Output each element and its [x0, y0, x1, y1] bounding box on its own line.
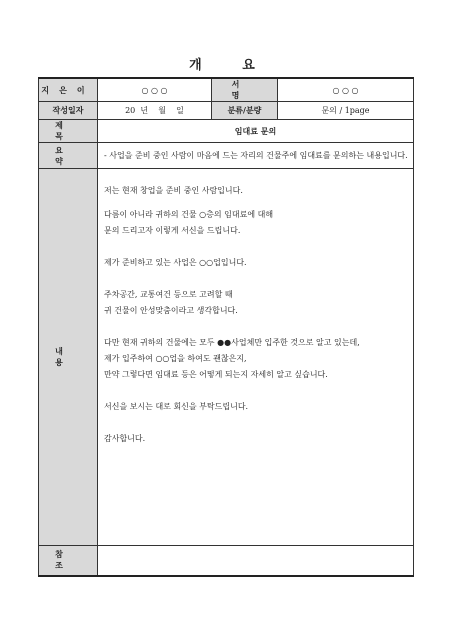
content-line: 제가 준비하고 있는 사업은 ○○업입니다.	[104, 258, 247, 267]
date-row	[39, 102, 414, 120]
subject-row	[39, 120, 414, 143]
content-row	[39, 169, 414, 546]
content-spacer	[104, 427, 407, 435]
content-line: 제가 입주하여 ○○업을 하여도 괜찮은지,	[104, 354, 247, 363]
content-line: 문의 드리고자 이렇게 서신을 드립니다.	[104, 226, 241, 235]
subject-value[interactable]: 임대료 문의	[98, 120, 414, 143]
content-spacer	[104, 243, 407, 251]
summary-label: 요 약	[39, 143, 98, 169]
category-value[interactable]: 문의 / 1page	[278, 102, 414, 120]
reference-label: 참 조	[39, 546, 98, 576]
content-line: 주차공간, 교통여건 등으로 고려할 때	[104, 290, 233, 299]
content-lines	[104, 187, 407, 443]
author-label: 지은이	[39, 78, 98, 102]
author-value[interactable]: ○ ○ ○	[98, 78, 212, 102]
content-line: 귀 건물이 안성맞춤이라고 생각합니다.	[104, 306, 238, 315]
document-title: 개 요	[189, 58, 273, 73]
content-line: 만약 그렇다면 임대료 등은 어떻게 되는지 자세히 알고 싶습니다.	[104, 370, 328, 379]
content-spacer	[104, 379, 407, 387]
content-line: 감사합니다.	[104, 434, 146, 443]
content-spacer	[104, 387, 407, 395]
date-value[interactable]: 20 년 월 일	[98, 102, 212, 120]
content-spacer	[104, 267, 407, 275]
summary-row	[39, 143, 414, 169]
subject-label: 제 목	[39, 120, 98, 143]
content-line: 서신을 보시는 대로 회신을 부탁드립니다.	[104, 402, 249, 411]
content-spacer	[104, 315, 407, 323]
content-spacer	[104, 323, 407, 331]
category-label: 분류/분량	[212, 102, 278, 120]
reference-row	[39, 546, 414, 576]
content-spacer	[104, 235, 407, 243]
content-spacer	[104, 275, 407, 283]
summary-form	[38, 77, 414, 577]
summary-value[interactable]: - 사업을 준비 중인 사람이 마음에 드는 자리의 건물주에 임대료를 문의하는 내용입니다.	[98, 143, 414, 169]
content-line: 다만 현재 귀하의 건물에는 모두 ●●사업체만 입주한 것으로 알고 있는데,	[104, 338, 360, 347]
author-row	[39, 78, 414, 102]
date-label: 작성일자	[39, 102, 98, 120]
content-spacer	[104, 419, 407, 427]
signature-label: 서 명	[212, 78, 278, 102]
content-line: 다름이 아니라 귀하의 건물 ○층의 임대료에 대해	[104, 210, 274, 219]
content-spacer	[104, 411, 407, 419]
reference-value[interactable]	[98, 546, 414, 576]
content-line: 저는 현재 창업을 준비 중인 사람입니다.	[104, 186, 243, 195]
content-label: 내 용	[39, 169, 98, 546]
content-body[interactable]	[98, 169, 414, 546]
signature-value[interactable]: ○ ○ ○	[278, 78, 414, 102]
content-spacer	[104, 195, 407, 203]
